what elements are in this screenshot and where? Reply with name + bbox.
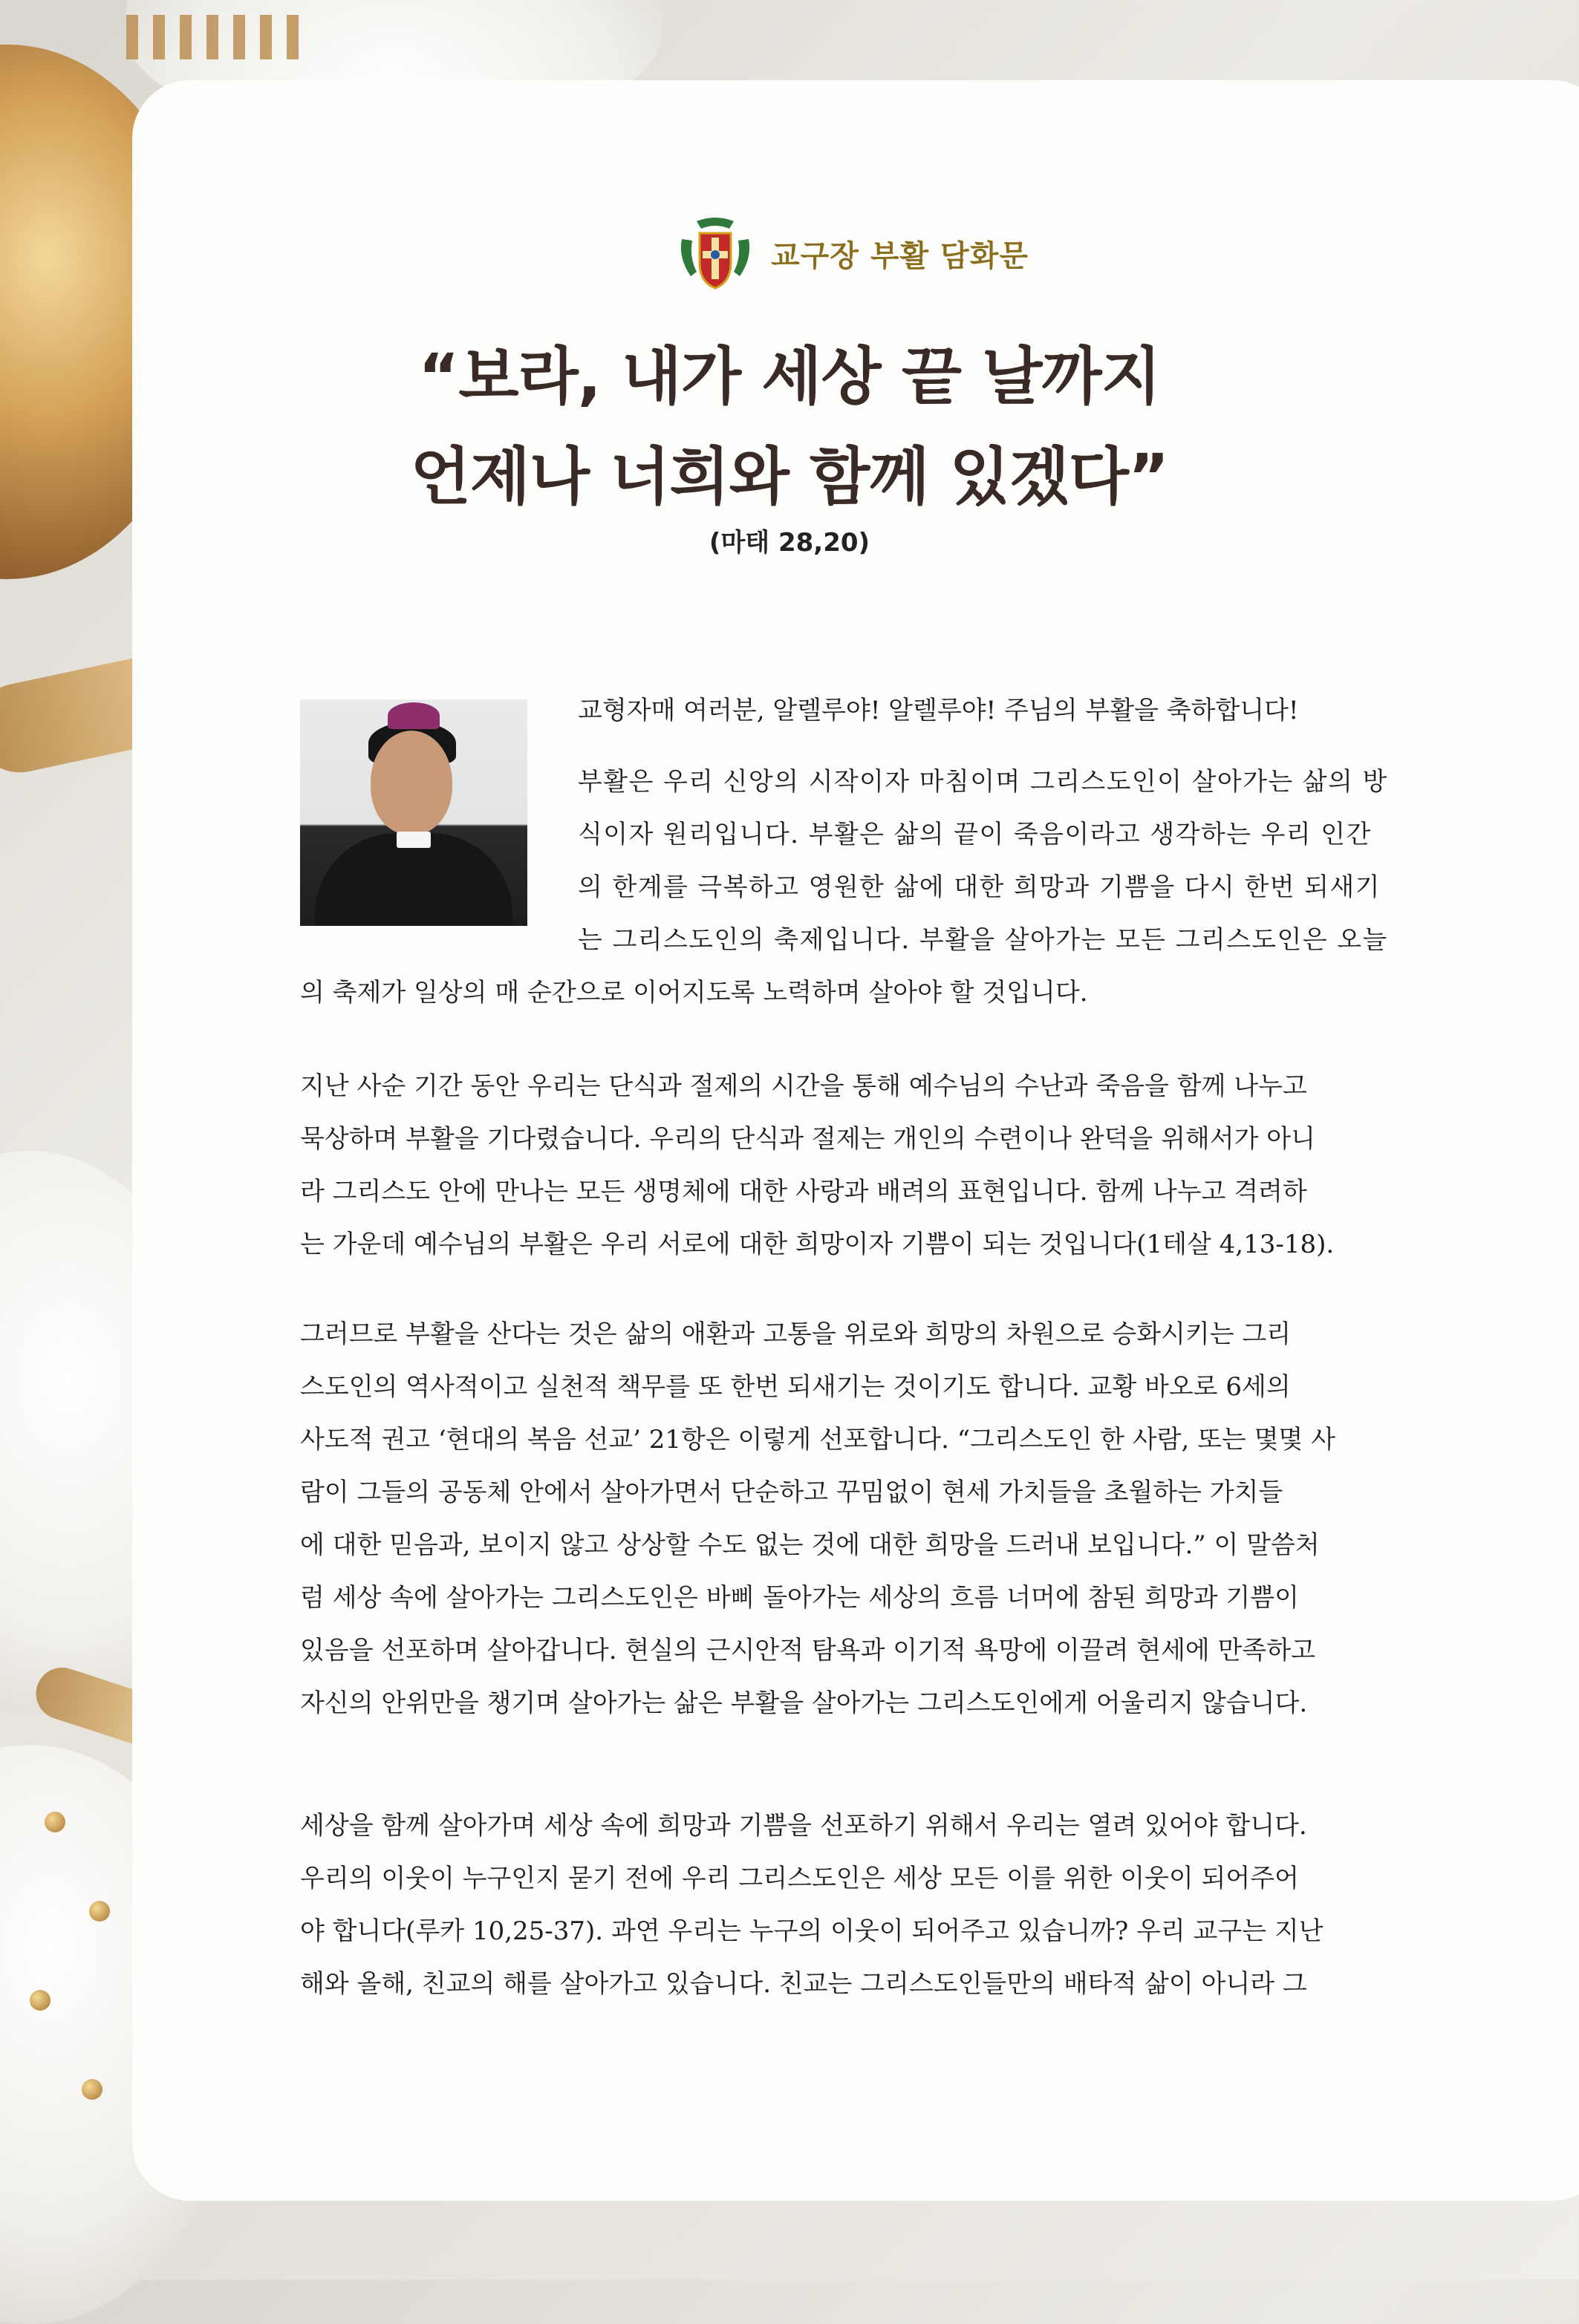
text-line: 교형자매 여러분, 알렐루야! 알렐루야! 주님의 부활을 축하합니다! bbox=[578, 696, 1299, 725]
text-line: 는 가운데 예수님의 부활은 우리 서로에 대한 희망이자 기쁨이 되는 것입니다(1테살 4,13-18). bbox=[300, 1230, 1335, 1259]
text-line: 우리의 이웃이 누구인지 묻기 전에 우리 그리스도인은 세상 모든 이를 위한 이웃이 되어주어 bbox=[300, 1864, 1299, 1893]
decorative-gold-stripes bbox=[126, 15, 299, 59]
paragraph-lent-reflection bbox=[300, 1060, 1334, 1271]
paragraph-resurrection-meaning bbox=[300, 756, 1388, 1019]
text-line: 그러므로 부활을 산다는 것은 삶의 애환과 고통을 위로와 희망의 차원으로 승화시키는 그리 bbox=[300, 1319, 1292, 1349]
paragraph-openness-communion bbox=[300, 1800, 1324, 2011]
text-line: 라 그리스도 안에 만나는 모든 생명체에 대한 사랑과 배려의 표현입니다. 함께 나누고 격려하 bbox=[300, 1177, 1307, 1207]
decorative-gold-dot bbox=[45, 1812, 65, 1832]
diocese-coat-of-arms-icon bbox=[674, 217, 756, 291]
title-line-1: “보라, 내가 세상 끝 날까지 bbox=[418, 340, 1161, 413]
decorative-gold-dot bbox=[89, 1901, 110, 1922]
section-label: 교구장 부활 담화문 bbox=[771, 239, 1029, 273]
text-line: 있음을 선포하며 살아갑니다. 현실의 근시안적 탐욕과 이기적 욕망에 이끌려 현세에 만족하고 bbox=[300, 1636, 1315, 1665]
text-line: 부활은 우리 신앙의 시작이자 마침이며 그리스도인이 살아가는 삶의 방 bbox=[578, 767, 1388, 797]
text-line: 지난 사순 기간 동안 우리는 단식과 절제의 시간을 통해 예수님의 수난과 죽음을 함께 나누고 bbox=[300, 1071, 1307, 1101]
text-line: 람이 그들의 공동체 안에서 살아가면서 단순하고 꾸밈없이 현세 가치들을 초월하는 가치들 bbox=[300, 1478, 1283, 1507]
text-line: 사도적 권고 ‘현대의 복음 선교’ 21항은 이렇게 선포합니다. “그리스도인 한 사람, 또는 몇몇 사 bbox=[300, 1425, 1335, 1455]
text-line: 의 한계를 극복하고 영원한 삶에 대한 희망과 기쁨을 다시 한번 되새기 bbox=[578, 872, 1381, 902]
text-line: 에 대한 믿음과, 보이지 않고 상상할 수도 없는 것에 대한 희망을 드러내 보입니다.” 이 말씀처 bbox=[300, 1530, 1320, 1560]
text-line: 의 축제가 일상의 매 순간으로 이어지도록 노력하며 살아야 할 것입니다. bbox=[300, 978, 1088, 1008]
paragraph-greeting bbox=[578, 685, 1299, 737]
text-line: 야 합니다(루카 10,25-37). 과연 우리는 누구의 이웃이 되어주고 있습니까? 우리 교구는 지난 bbox=[300, 1916, 1324, 1946]
text-line: 자신의 안위만을 챙기며 살아가는 삶은 부활을 살아가는 그리스도인에게 어울리지 않습니다. bbox=[300, 1688, 1308, 1718]
text-line: 세상을 함께 살아가며 세상 속에 희망과 기쁨을 선포하기 위해서 우리는 열려 있어야 합니다. bbox=[300, 1811, 1307, 1841]
decorative-gold-dot bbox=[82, 2079, 102, 2100]
text-line: 스도인의 역사적이고 실천적 책무를 또 한번 되새기는 것이기도 합니다. 교황 바오로 6세의 bbox=[300, 1372, 1291, 1402]
text-line: 해와 올해, 친교의 해를 살아가고 있습니다. 친교는 그리스도인들만의 배타적 삶이 아니라 그 bbox=[300, 1969, 1307, 1999]
text-line: 럼 세상 속에 살아가는 그리스도인은 바삐 돌아가는 세상의 흐름 너머에 참된 희망과 기쁨이 bbox=[300, 1583, 1299, 1613]
text-line: 식이자 원리입니다. 부활은 삶의 끝이 죽음이라고 생각하는 우리 인간 bbox=[578, 820, 1372, 849]
text-line: 는 그리스도인의 축제입니다. 부활을 살아가는 모든 그리스도인은 오늘 bbox=[578, 925, 1388, 955]
scripture-citation: (마태 28,20) bbox=[709, 528, 870, 558]
text-line: 묵상하며 부활을 기다렸습니다. 우리의 단식과 절제는 개인의 수련이나 완덕을 위해서가 아니 bbox=[300, 1124, 1315, 1154]
decorative-gold-dot bbox=[30, 1990, 51, 2011]
bishop-portrait-photo bbox=[300, 699, 527, 926]
paragraph-living-resurrection bbox=[300, 1308, 1335, 1730]
title-line-2: 언제나 너희와 함께 있겠다” bbox=[410, 440, 1169, 513]
